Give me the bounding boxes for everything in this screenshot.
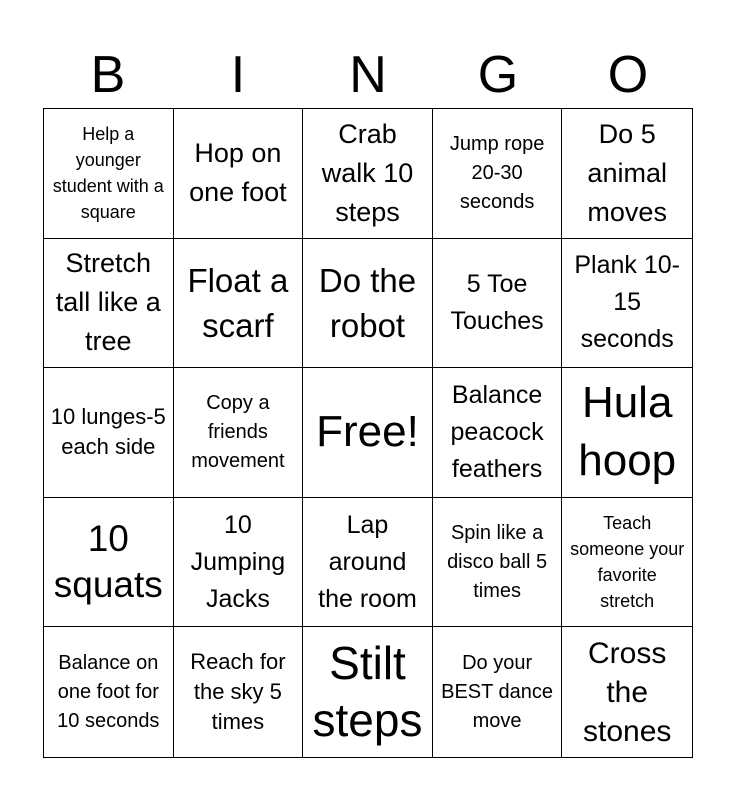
cell-text: Crab walk 10 steps — [321, 118, 414, 227]
bingo-cell[interactable] — [44, 368, 174, 498]
cell-text: Lap around the room — [318, 510, 417, 613]
cell-text: Balance on one foot for 10 seconds — [57, 651, 160, 732]
bingo-cell[interactable] — [44, 109, 174, 239]
cell-text: 10 Jumping Jacks — [190, 510, 286, 613]
bingo-cell[interactable] — [303, 109, 433, 239]
bingo-cell[interactable] — [562, 239, 692, 369]
free-space-cell[interactable] — [303, 368, 433, 498]
bingo-cell[interactable] — [433, 627, 563, 757]
cell-text: Do your BEST dance move — [441, 651, 554, 732]
bingo-cell[interactable] — [303, 627, 433, 757]
bingo-cell[interactable] — [562, 627, 692, 757]
header-letter-n: N — [349, 46, 387, 104]
bingo-cell[interactable] — [174, 109, 304, 239]
bingo-cell[interactable] — [174, 627, 304, 757]
cell-text: Copy a friends movement — [191, 391, 285, 472]
header-letter-o: O — [607, 46, 649, 104]
cell-text: Hula hoop — [578, 378, 677, 486]
bingo-cell[interactable] — [562, 368, 692, 498]
bingo-cell[interactable] — [562, 498, 692, 628]
cell-text: Balance peacock feathers — [450, 380, 544, 483]
bingo-cell[interactable] — [44, 627, 174, 757]
cell-text: Cross the stones — [583, 636, 672, 748]
cell-text: Do the robot — [318, 261, 417, 344]
bingo-header — [43, 40, 693, 108]
bingo-cell[interactable] — [303, 239, 433, 369]
cell-text: Jump rope 20-30 seconds — [449, 132, 545, 213]
bingo-cell[interactable] — [44, 239, 174, 369]
cell-text: Stilt steps — [312, 637, 423, 747]
bingo-cell[interactable] — [174, 498, 304, 628]
bingo-cell[interactable] — [44, 498, 174, 628]
cell-text: 10 squats — [53, 518, 163, 606]
bingo-cell[interactable] — [562, 109, 692, 239]
cell-text: Stretch tall like a tree — [55, 248, 161, 357]
bingo-cell[interactable] — [433, 109, 563, 239]
cell-text: Do 5 animal moves — [587, 118, 667, 227]
bingo-board — [43, 108, 693, 758]
cell-text: Spin like a disco ball 5 times — [447, 521, 548, 602]
cell-text: 5 Toe Touches — [450, 269, 544, 335]
bingo-cell[interactable] — [433, 368, 563, 498]
cell-text: Hop on one foot — [189, 138, 287, 208]
header-letter-i: I — [230, 46, 246, 104]
bingo-cell[interactable] — [174, 239, 304, 369]
cell-text: Help a younger student with a square — [52, 124, 164, 223]
header-letter-g: G — [477, 46, 519, 104]
free-space-text: Free! — [316, 407, 419, 457]
cell-text: Plank 10-15 seconds — [574, 251, 680, 354]
bingo-cell[interactable] — [433, 498, 563, 628]
cell-text: 10 lunges-5 each side — [50, 404, 166, 460]
cell-text: Float a scarf — [187, 261, 289, 344]
bingo-cell[interactable] — [174, 368, 304, 498]
cell-text: Reach for the sky 5 times — [190, 649, 286, 735]
cell-text: Teach someone your favorite stretch — [570, 513, 685, 612]
bingo-cell[interactable] — [433, 239, 563, 369]
header-letter-b: B — [90, 46, 126, 104]
bingo-cell[interactable] — [303, 498, 433, 628]
